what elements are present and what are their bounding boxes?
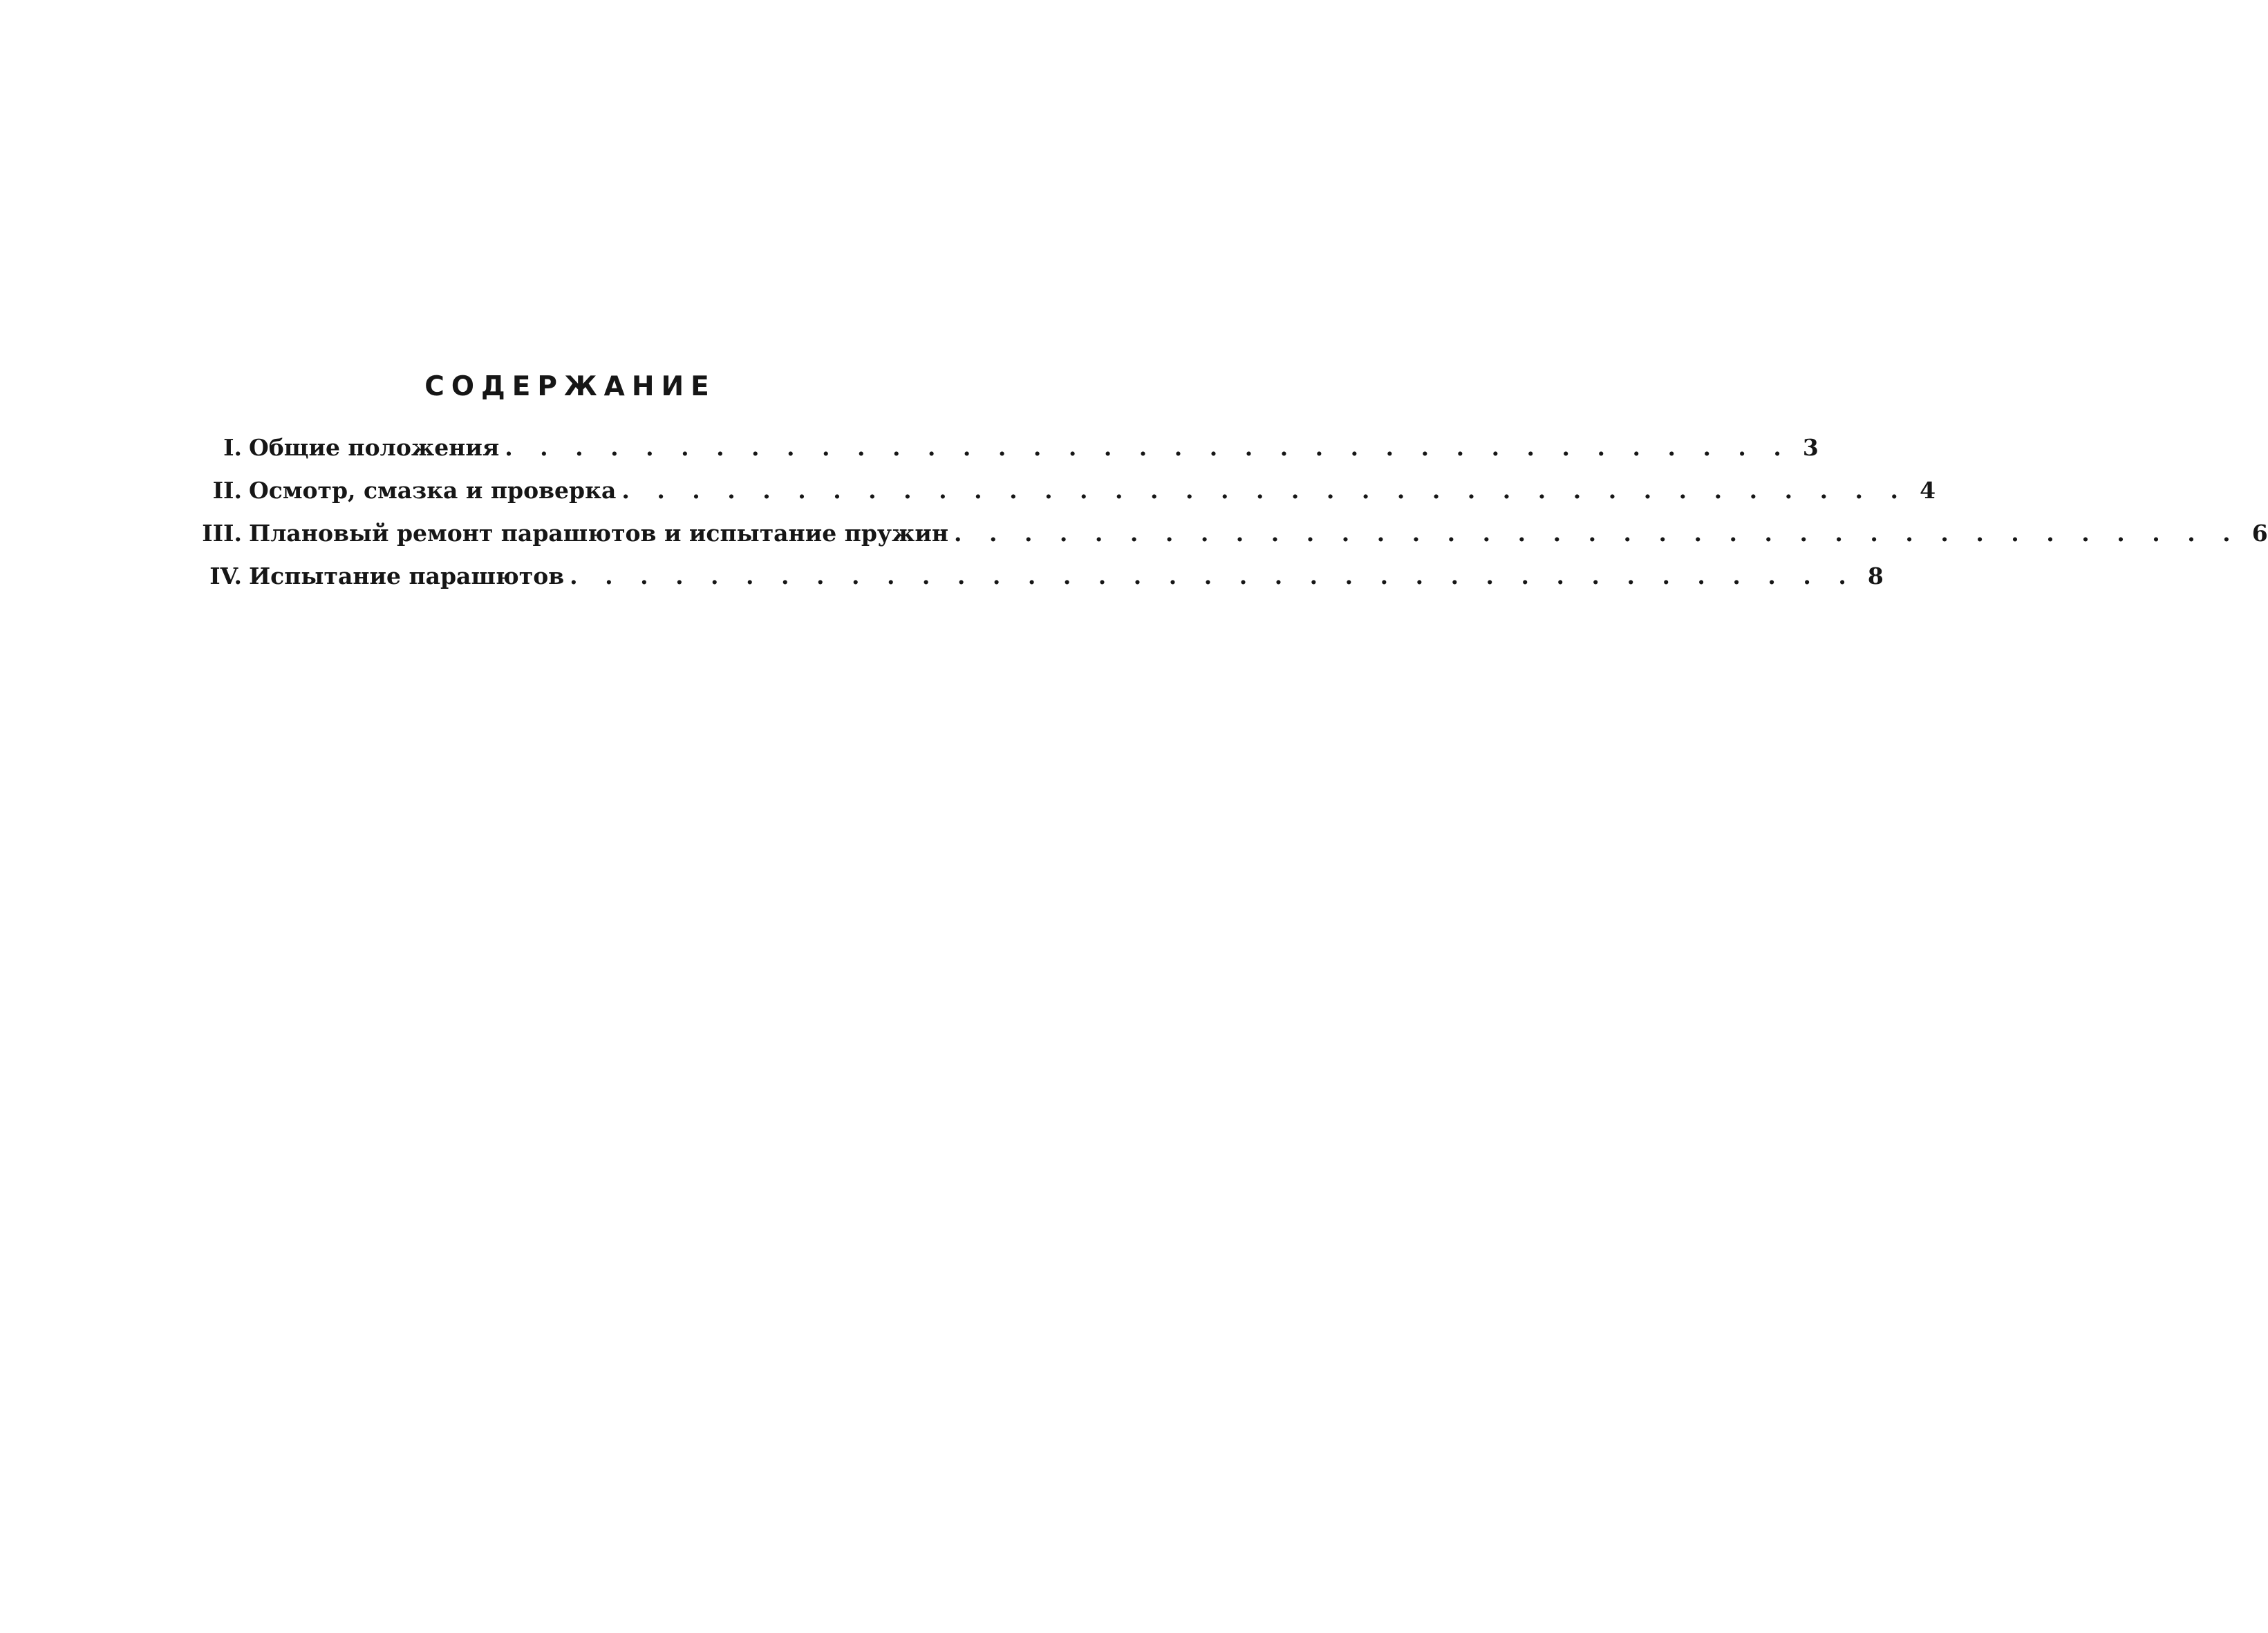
dot-leader: . . . . . . . . . . . . . . . . . . . . . . . . . . . . . . . . . . . . . [505, 434, 1791, 461]
toc-entry [197, 560, 1884, 603]
toc-entry [197, 475, 1936, 518]
toc-entry-number: I. [223, 434, 242, 461]
dot-leader: . . . . . . . . . . . . . . . . . . . . . . . . . . . . . . . . . . . . . [953, 520, 2240, 547]
toc-entry-title: Осмотр, смазка и проверка [249, 477, 617, 504]
contents-heading: СОДЕРЖАНИЕ [424, 371, 716, 402]
toc-entry-number: IV. [209, 563, 242, 589]
toc-entry-page: 8 [1867, 563, 1884, 589]
toc-entry-number: III. [202, 520, 242, 547]
toc-entry-title: Испытание парашютов [249, 563, 565, 589]
toc-entry-page: 6 [2251, 520, 2268, 547]
toc-entry-number: II. [212, 477, 242, 504]
toc-entry-page: 3 [1802, 434, 1819, 461]
toc-entry [197, 432, 1819, 475]
toc-entry-title: Общие положения [249, 434, 500, 461]
table-of-contents [197, 432, 2268, 603]
dot-leader: . . . . . . . . . . . . . . . . . . . . . . . . . . . . . . . . . . . . . [570, 563, 1856, 589]
dot-leader: . . . . . . . . . . . . . . . . . . . . . . . . . . . . . . . . . . . . . [621, 477, 1909, 504]
toc-entry-page: 4 [1920, 477, 1936, 504]
toc-entry [197, 518, 2268, 560]
toc-entry-title: Плановый ремонт парашютов и испытание пружин [249, 520, 948, 547]
